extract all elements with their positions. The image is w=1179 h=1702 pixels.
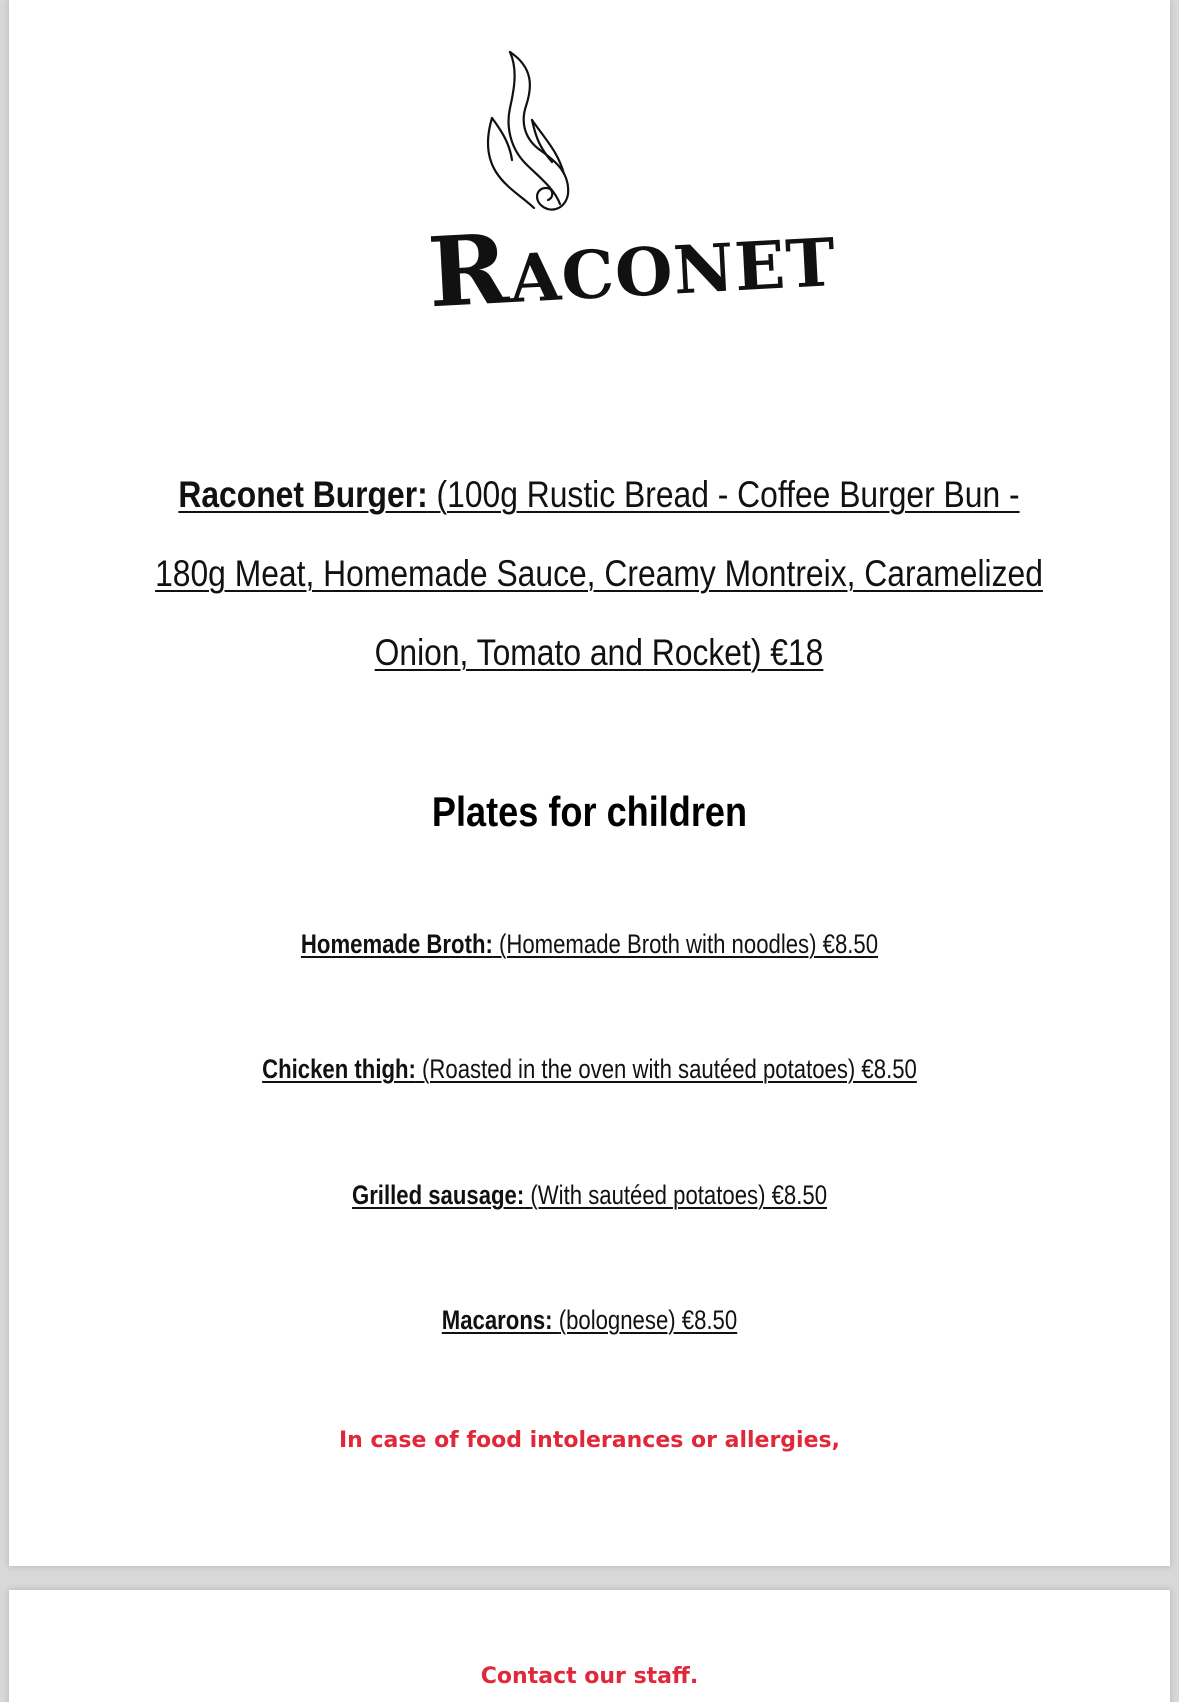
menu-item [113, 1305, 1065, 1336]
menu-item-description: (Roasted in the oven with sautéed potatoes) €8.50 [422, 1054, 917, 1084]
section-title-children: Plates for children [431, 788, 748, 835]
raconet-burger-item [143, 455, 1055, 692]
burger-description: (100g Rustic Bread - Coffee Burger Bun - 180g Meat, Homemade Sauce, Creamy Montreix, Caramelized Onion, Tomato and Rocket) €18 [155, 474, 1043, 673]
menu-item [113, 929, 1065, 960]
allergy-notice-line2: Contact our staff. [480, 1664, 699, 1689]
menu-item-name: Macarons: [441, 1305, 553, 1335]
allergy-notice-line1: In case of food intolerances or allergies, [339, 1428, 840, 1453]
menu-item-description: (With sautéed potatoes) €8.50 [530, 1180, 828, 1210]
logo-wordmark: RACONET [425, 212, 839, 330]
menu-item-description: (bolognese) €8.50 [558, 1305, 738, 1335]
menu-item-name: Grilled sausage: [351, 1180, 525, 1210]
menu-item-description: (Homemade Broth with noodles) €8.50 [499, 929, 879, 959]
burger-name: Raconet Burger: [178, 474, 428, 515]
menu-item [113, 1054, 1065, 1085]
menu-page-next [9, 1590, 1170, 1702]
menu-item-name: Homemade Broth: [300, 929, 493, 959]
menu-item-name: Chicken thigh: [262, 1054, 416, 1084]
menu-item [113, 1180, 1065, 1211]
menu-page [9, 0, 1170, 1566]
raconet-logo [414, 48, 839, 330]
